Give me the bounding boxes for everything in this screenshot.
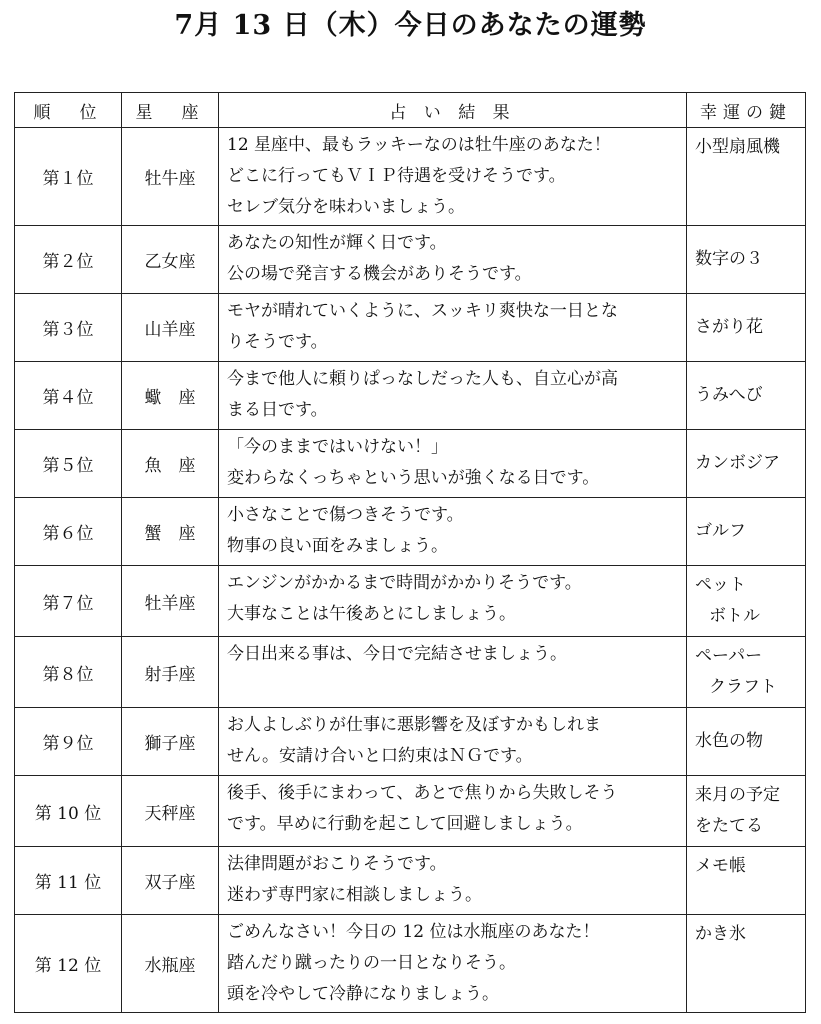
table-row	[15, 128, 806, 226]
result-line: 迷わず専門家に相談しましょう。	[227, 885, 482, 905]
lucky-key-line: クラフト	[709, 677, 777, 697]
lucky-key-cell	[687, 847, 806, 915]
rank-cell: 第７位	[15, 566, 122, 637]
result-line: 12 星座中、最もラッキーなのは牡牛座のあなた！	[227, 135, 611, 155]
sign-cell: 蠍 座	[122, 362, 219, 430]
lucky-key-line: さがり花	[695, 317, 763, 337]
lucky-key-line: ペット	[695, 575, 746, 595]
result-line: モヤが晴れていくように、スッキリ爽快な一日とな	[227, 301, 618, 321]
result-line: ごめんなさい！今日の 12 位は水瓶座のあなた！	[227, 922, 600, 942]
result-cell	[219, 294, 687, 362]
lucky-key-line: 数字の３	[695, 249, 763, 269]
lucky-key-line: ボトル	[709, 606, 760, 626]
result-cell	[219, 708, 687, 776]
lucky-key-cell	[687, 362, 806, 430]
lucky-key-cell	[687, 430, 806, 498]
result-cell	[219, 430, 687, 498]
rank-cell: 第９位	[15, 708, 122, 776]
lucky-key-line: メモ帳	[695, 856, 746, 876]
rank-cell: 第 11 位	[15, 847, 122, 915]
sign-cell: 乙女座	[122, 226, 219, 294]
result-line: 今まで他人に頼りぱっなしだった人も、自立心が高	[227, 369, 618, 389]
result-cell	[219, 847, 687, 915]
rank-cell: 第６位	[15, 498, 122, 566]
lucky-key-line: をたてる	[695, 816, 763, 836]
lucky-key-cell	[687, 128, 806, 226]
lucky-key-line: かき氷	[695, 924, 746, 944]
table-row	[15, 294, 806, 362]
rank-cell: 第２位	[15, 226, 122, 294]
result-cell	[219, 128, 687, 226]
result-line: 大事なことは午後あとにしましょう。	[227, 604, 516, 624]
table-row	[15, 430, 806, 498]
result-line: 「今のままではいけない！」	[227, 437, 448, 457]
sign-cell: 山羊座	[122, 294, 219, 362]
result-line: 物事の良い面をみましょう。	[227, 536, 448, 556]
result-line: 法律問題がおこりそうです。	[227, 854, 447, 874]
table-row	[15, 847, 806, 915]
table-header-row	[15, 93, 806, 128]
sign-cell: 双子座	[122, 847, 219, 915]
result-line: セレブ気分を味わいましょう。	[227, 197, 465, 217]
result-line: です。早めに行動を起こして回避しましょう。	[227, 814, 583, 834]
table-row	[15, 915, 806, 1013]
result-line: 踏んだり蹴ったりの一日となりそう。	[227, 953, 516, 973]
table-row	[15, 566, 806, 637]
rank-cell: 第１位	[15, 128, 122, 226]
lucky-key-line: 小型扇風機	[695, 137, 780, 157]
table-row	[15, 226, 806, 294]
table-row	[15, 708, 806, 776]
result-line: 今日出来る事は、今日で完結させましょう。	[227, 644, 567, 664]
sign-cell: 牡羊座	[122, 566, 219, 637]
result-cell	[219, 498, 687, 566]
header-result: 占 い 結 果	[219, 93, 687, 128]
lucky-key-cell	[687, 637, 806, 708]
result-line: せん。安請け合いと口約束はＮＧです。	[227, 746, 533, 766]
rank-cell: 第 12 位	[15, 915, 122, 1013]
sign-cell: 射手座	[122, 637, 219, 708]
result-line: エンジンがかかるまで時間がかかりそうです。	[227, 573, 582, 593]
lucky-key-cell	[687, 915, 806, 1013]
rank-cell: 第 10 位	[15, 776, 122, 847]
sign-cell: 牡牛座	[122, 128, 219, 226]
lucky-key-cell	[687, 498, 806, 566]
result-cell	[219, 362, 687, 430]
rank-cell: 第４位	[15, 362, 122, 430]
fortune-table	[14, 92, 806, 1013]
lucky-key-line: カンボジア	[695, 453, 780, 473]
header-key: 幸運の鍵	[687, 93, 806, 128]
result-line: 変わらなくっちゃという思いが強くなる日です。	[227, 468, 600, 488]
lucky-key-line: ペーパー	[695, 646, 763, 666]
rank-cell: 第３位	[15, 294, 122, 362]
result-line: あなたの知性が輝く日です。	[227, 233, 447, 253]
lucky-key-line: 水色の物	[695, 731, 763, 751]
sign-cell: 魚 座	[122, 430, 219, 498]
result-line: 頭を冷やして冷静になりましょう。	[227, 984, 499, 1004]
result-line: りそうです。	[227, 332, 328, 352]
result-line: どこに行ってもＶＩＰ待遇を受けそうです。	[227, 166, 566, 186]
lucky-key-line: 来月の予定	[695, 785, 780, 805]
page-title: 7月 13 日（木）今日のあなたの運勢	[174, 10, 647, 41]
lucky-key-line: うみへび	[695, 385, 763, 405]
rank-cell: 第５位	[15, 430, 122, 498]
header-rank: 順 位	[15, 93, 122, 128]
lucky-key-cell	[687, 708, 806, 776]
lucky-key-cell	[687, 226, 806, 294]
table-row	[15, 637, 806, 708]
result-cell	[219, 637, 687, 708]
result-line: 公の場で発言する機会がありそうです。	[227, 264, 532, 284]
result-line: 後手、後手にまわって、あとで焦りから失敗しそう	[227, 783, 618, 803]
lucky-key-cell	[687, 566, 806, 637]
header-sign: 星 座	[122, 93, 219, 128]
result-cell	[219, 226, 687, 294]
sign-cell: 獅子座	[122, 708, 219, 776]
table-row	[15, 362, 806, 430]
rank-cell: 第８位	[15, 637, 122, 708]
lucky-key-line: ゴルフ	[695, 521, 746, 541]
lucky-key-cell	[687, 294, 806, 362]
sign-cell: 蟹 座	[122, 498, 219, 566]
result-line: お人よしぶりが仕事に悪影響を及ぼすかもしれま	[227, 715, 601, 735]
lucky-key-cell	[687, 776, 806, 847]
table-body	[15, 128, 806, 1013]
table-row	[15, 776, 806, 847]
result-cell	[219, 915, 687, 1013]
result-line: まる日です。	[227, 400, 328, 420]
sign-cell: 水瓶座	[122, 915, 219, 1013]
table-row	[15, 498, 806, 566]
sign-cell: 天秤座	[122, 776, 219, 847]
result-cell	[219, 776, 687, 847]
result-cell	[219, 566, 687, 637]
result-line: 小さなことで傷つきそうです。	[227, 505, 464, 525]
